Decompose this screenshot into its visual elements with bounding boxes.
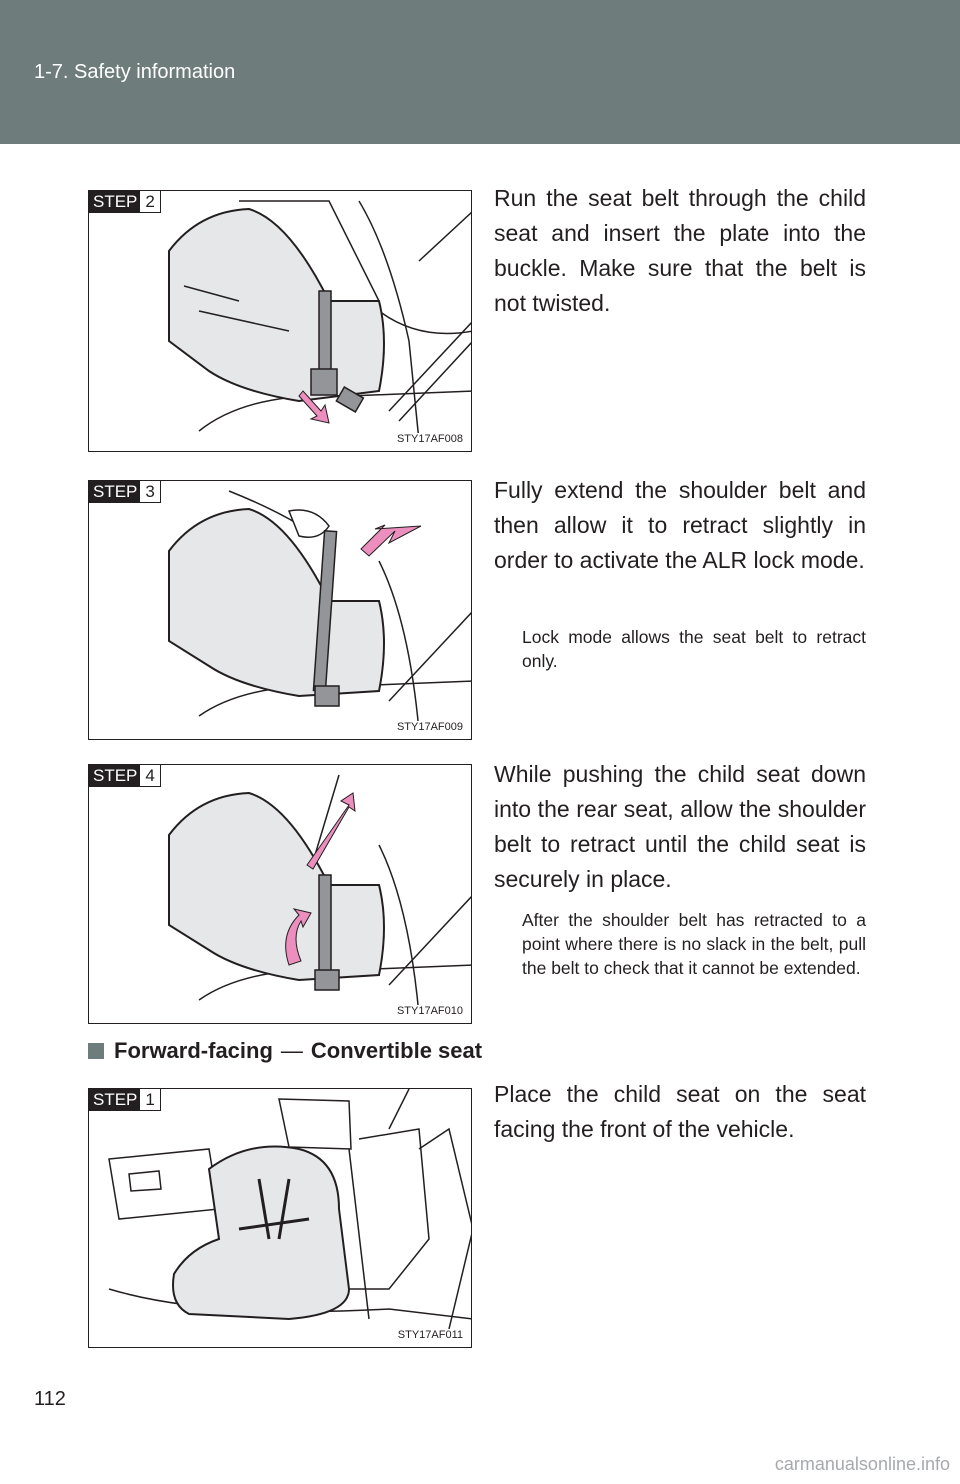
figure-step-2 bbox=[88, 190, 472, 452]
step-label: STEP bbox=[89, 191, 140, 213]
figure-code: STY17AF008 bbox=[396, 433, 463, 445]
step-4-text: While pushing the child seat down into the rear seat, allow the shoulder belt to retract until the child seat is securely in place. bbox=[494, 761, 866, 892]
shoulder-belt-illustration bbox=[89, 481, 472, 740]
step-number: 2 bbox=[140, 191, 160, 213]
step-1-text: Place the child seat on the seat facing the front of the vehicle. bbox=[494, 1081, 866, 1142]
step-label: STEP bbox=[89, 481, 140, 503]
step-badge bbox=[89, 481, 161, 503]
push-down-illustration bbox=[89, 765, 472, 1024]
section-heading-part2: Convertible seat bbox=[310, 1038, 483, 1063]
step-badge bbox=[89, 765, 161, 787]
step-4-note: After the shoulder belt has retracted to a point where there is no slack in the belt, pull the belt to check that it cannot be extended. bbox=[522, 910, 866, 978]
forward-seat-illustration bbox=[89, 1089, 472, 1348]
section-bullet-icon bbox=[88, 1043, 104, 1059]
section-heading-part1: Forward-facing bbox=[114, 1038, 273, 1063]
figure-step-3 bbox=[88, 480, 472, 740]
section-heading bbox=[88, 1038, 482, 1064]
step-badge bbox=[89, 1089, 161, 1111]
step-number: 1 bbox=[140, 1089, 160, 1111]
page-header bbox=[0, 0, 960, 144]
page-number: 112 bbox=[34, 1388, 66, 1410]
step-number: 3 bbox=[140, 481, 160, 503]
step-number: 4 bbox=[140, 765, 160, 787]
figure-code: STY17AF009 bbox=[396, 721, 463, 733]
step-badge bbox=[89, 191, 161, 213]
section-breadcrumb: 1-7. Safety information bbox=[34, 61, 236, 83]
step-label: STEP bbox=[89, 765, 140, 787]
step-label: STEP bbox=[89, 1089, 140, 1111]
figure-step-4 bbox=[88, 764, 472, 1024]
step-3-text: Fully extend the shoulder belt and then allow it to retract slightly in order to activate the ALR lock mode. bbox=[494, 477, 866, 573]
figure-step-1 bbox=[88, 1088, 472, 1348]
figure-code: STY17AF010 bbox=[396, 1005, 463, 1017]
step-2-text: Run the seat belt through the child seat and insert the plate into the buckle. Make sure that the belt is not twisted. bbox=[494, 185, 866, 316]
seat-belt-illustration bbox=[89, 191, 472, 452]
watermark: carmanualsonline.info bbox=[774, 1454, 950, 1474]
step-3-note: Lock mode allows the seat belt to retract only. bbox=[522, 627, 866, 671]
section-heading-dash: — bbox=[280, 1038, 303, 1063]
figure-code: STY17AF011 bbox=[397, 1329, 463, 1341]
